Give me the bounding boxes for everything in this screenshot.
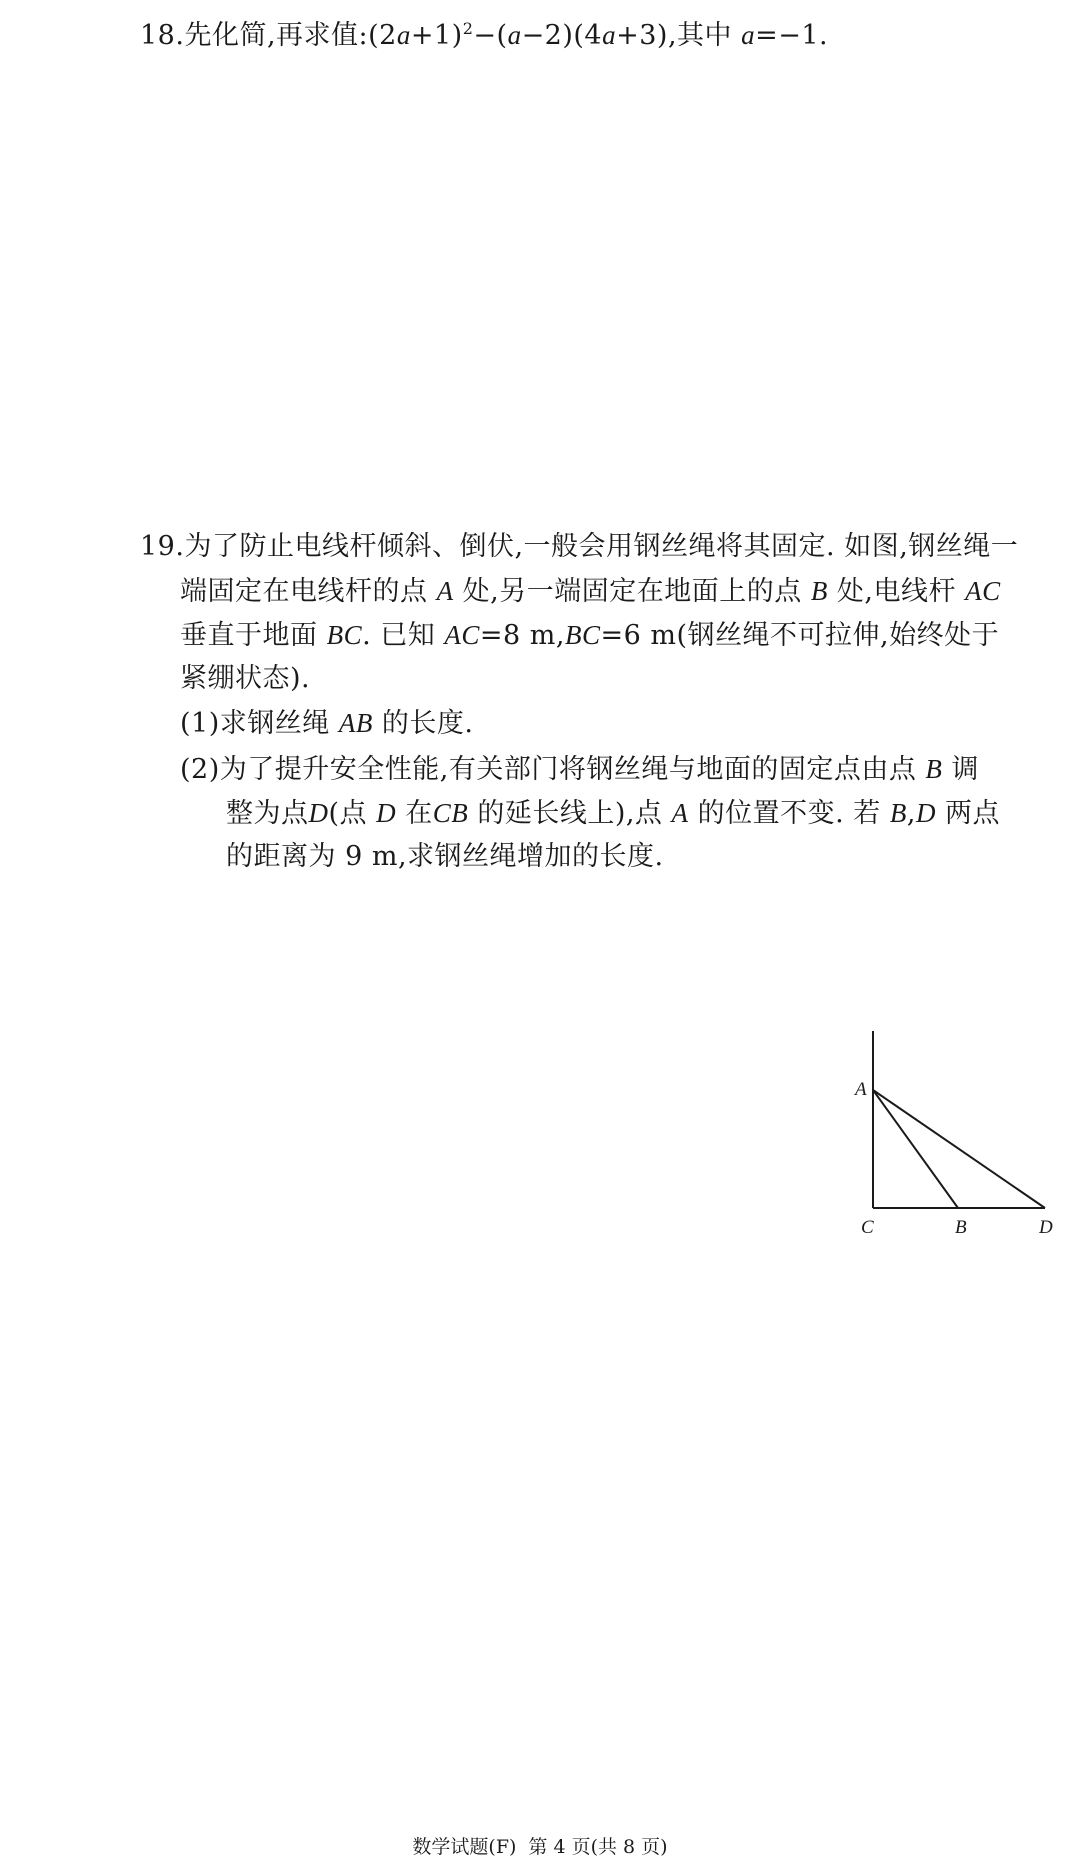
point-label: B	[889, 798, 907, 828]
q19-text: (点	[328, 798, 377, 829]
segment-label: BC	[564, 620, 601, 650]
q19-text: =8 m,	[479, 620, 565, 651]
var-a: a	[507, 20, 522, 50]
q19-text: ,	[906, 798, 916, 829]
q19-text: 两点	[935, 798, 1001, 829]
segment-label: AC	[965, 576, 1001, 606]
cable-ab	[873, 1090, 958, 1208]
point-label: B	[810, 576, 828, 606]
point-c-label: C	[861, 1217, 874, 1238]
q19-text: 处,电线杆	[827, 576, 966, 607]
point-label: D	[915, 798, 936, 828]
page-footer	[0, 1835, 1080, 1859]
question-19-number: 19.	[140, 531, 185, 562]
q18-text: −2)(4	[521, 20, 603, 51]
footer-subject: 数学试题(F)	[412, 1836, 517, 1858]
q19-text: (2)为了提升安全性能,有关部门将钢丝绳与地面的固定点由点	[180, 754, 926, 785]
q19-text: 整为点	[226, 798, 309, 829]
point-b-label: B	[955, 1217, 967, 1238]
segment-label: AC	[444, 620, 480, 650]
q19-text: 的延长线上),点	[468, 798, 672, 829]
segment-label: BC	[326, 620, 363, 650]
q18-text: 先化简,再求值:(2	[184, 20, 397, 51]
point-label: D	[308, 798, 329, 828]
footer-page-number: 第 4 页(共 8 页)	[528, 1836, 668, 1858]
q19-text: 处,另一端固定在地面上的点	[453, 576, 811, 607]
q19-text: . 已知	[362, 620, 445, 651]
segment-label: CB	[432, 798, 469, 828]
q19-text: 端固定在电线杆的点	[180, 576, 437, 607]
q19-text: 的长度.	[372, 708, 474, 739]
q19-text: 在	[396, 798, 433, 829]
q19-text: 垂直于地面	[180, 620, 327, 651]
q19-text: 为了防止电线杆倾斜、倒伏,一般会用钢丝绳将其固定. 如图,钢丝绳一	[184, 531, 1019, 562]
var-a: a	[741, 20, 756, 50]
point-a-label: A	[855, 1079, 867, 1100]
q19-text: 的位置不变. 若	[688, 798, 890, 829]
q19-text: 的距离为 9 m,求钢丝绳增加的长度.	[226, 841, 664, 872]
point-label: A	[671, 798, 689, 828]
q19-text: (1)求钢丝绳	[180, 708, 339, 739]
cable-ad	[873, 1090, 1045, 1208]
q18-text: +3),其中	[616, 20, 742, 51]
var-a: a	[396, 20, 411, 50]
q19-text: 调	[942, 754, 980, 785]
q19-text: 紧绷状态).	[180, 663, 311, 694]
point-d-label: D	[1039, 1217, 1053, 1238]
segment-label: AB	[338, 708, 373, 738]
point-label: B	[925, 754, 943, 784]
exponent: 2	[462, 19, 474, 38]
q18-text: +1)	[410, 20, 463, 51]
q18-text: =−1.	[755, 20, 829, 51]
point-label: D	[376, 798, 397, 828]
var-a: a	[602, 20, 617, 50]
q19-text: =6 m(钢丝绳不可拉伸,始终处于	[600, 620, 1000, 651]
question-18-number: 18.	[140, 20, 185, 51]
q18-text: −(	[473, 20, 508, 51]
point-label: A	[436, 576, 454, 606]
